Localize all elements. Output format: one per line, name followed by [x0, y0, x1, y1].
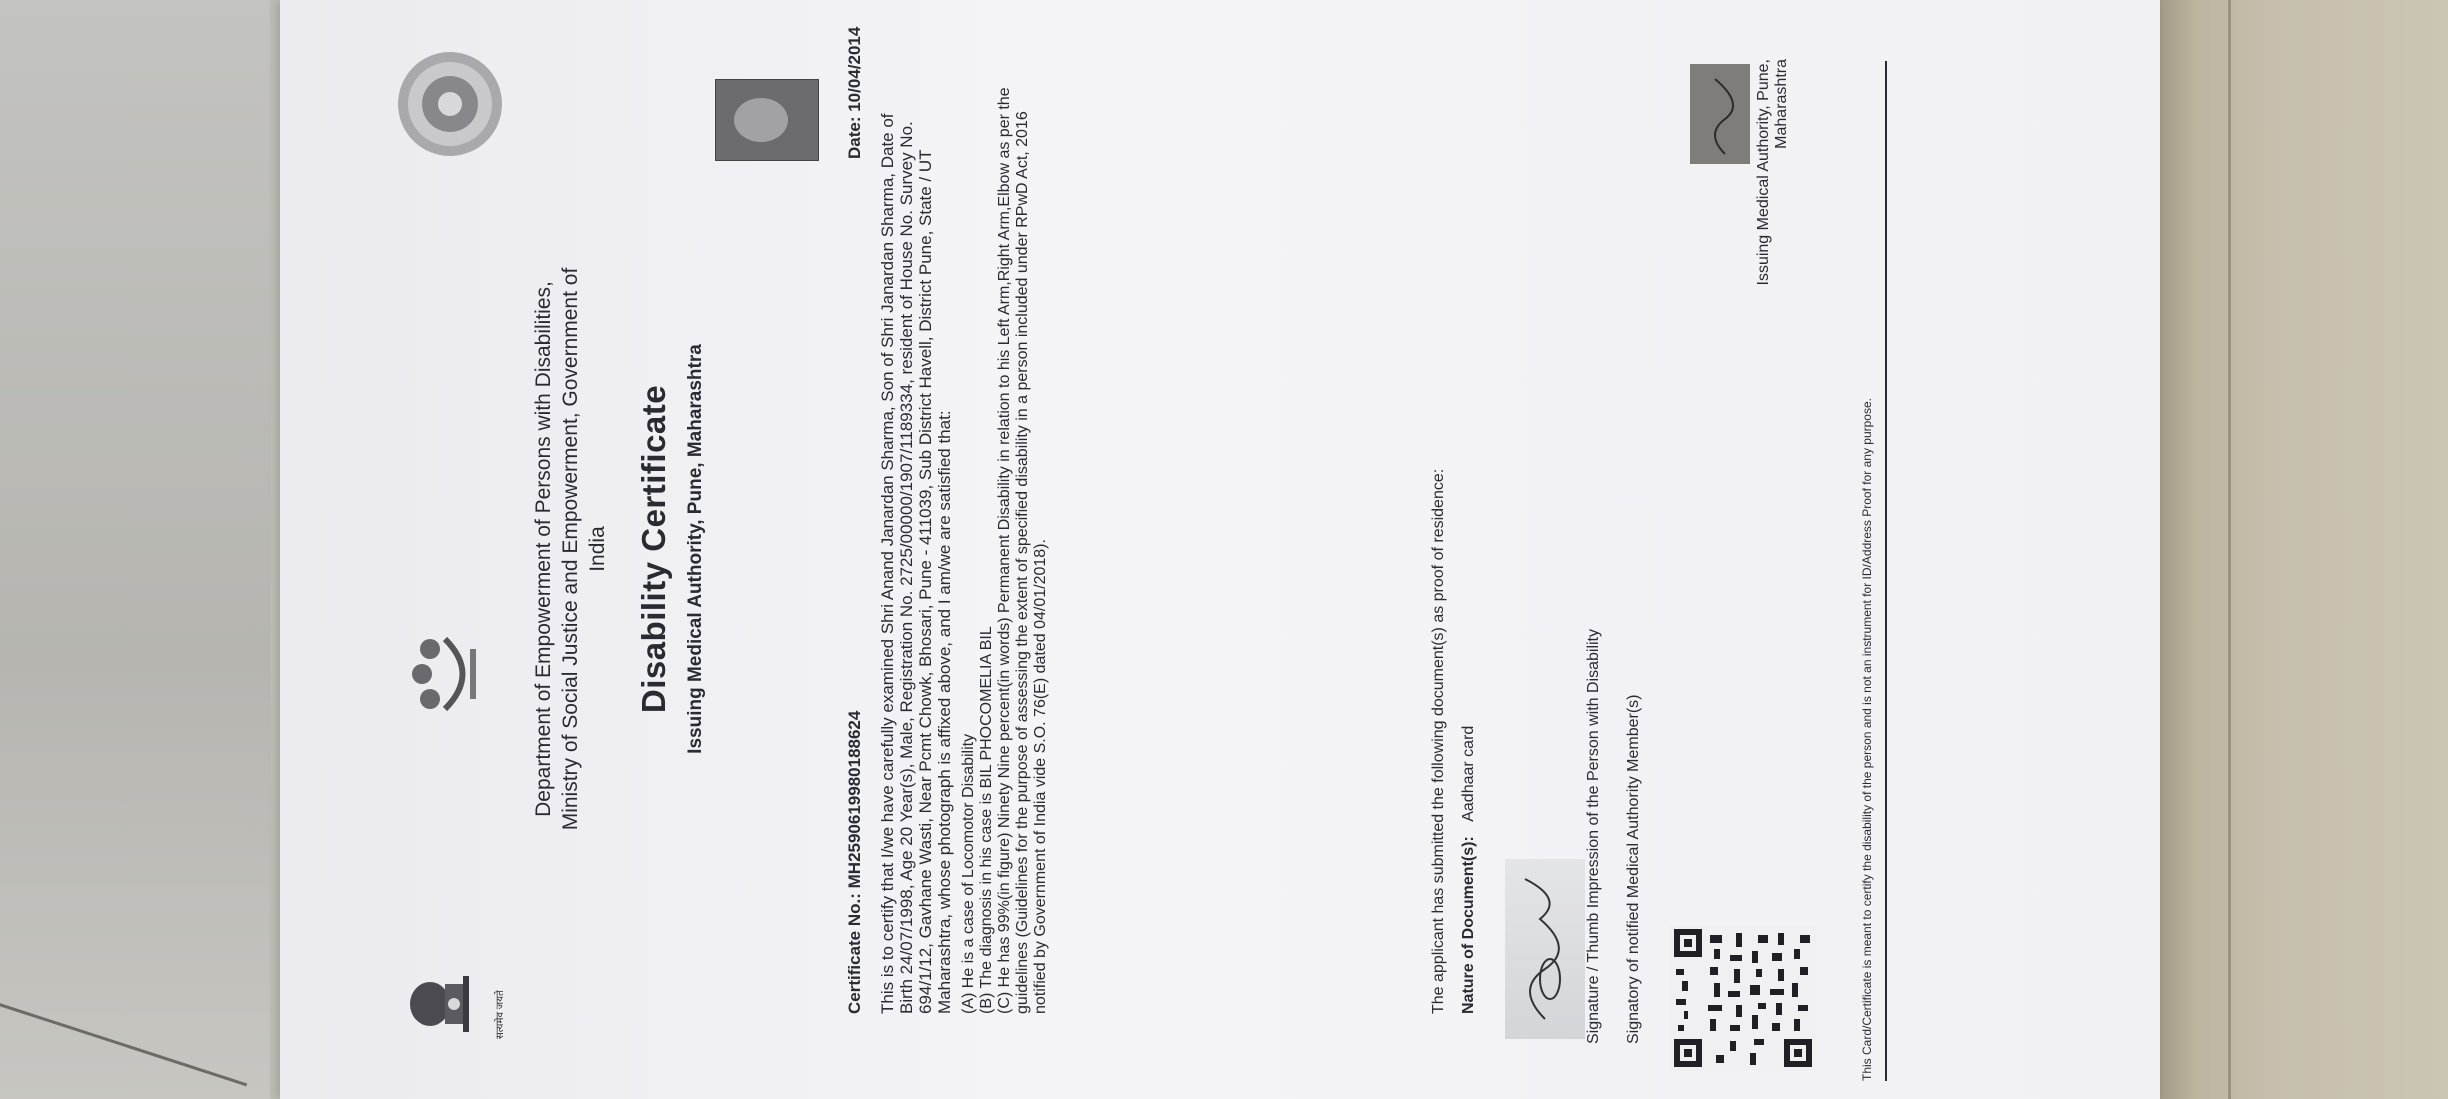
finding-b: (B) The diagnosis in his case is BIL PHOCOMELIA BIL	[978, 626, 995, 1014]
department-heading	[530, 249, 611, 849]
certification-paragraph: This is to certify that I/we have carefully examined Shri Anand Janardan Sharma, Son of Shri Janardan Sharma, Date of Birth 24/07/1998, Age 20 Year(s), Male, Registration No. 2725/00000/1907/1189334, resident of House No. Survey No. 694/1/12, Gavhane Wasti, Near Pcmt Chowk, Bhosari, Pune - 411039, Sub District Havell, District Pune, State / UT Maharashtra, whose photograph is affixed above, and I am/we are satisfied that:	[878, 113, 954, 1014]
floor-background-left	[0, 0, 270, 1099]
nature-value: Aadhaar card	[1460, 725, 1477, 822]
authority-signature-image	[1690, 64, 1750, 164]
certificate-title: Disability Certificate	[635, 384, 672, 714]
notified-authority-label: Signatory of notified Medical Authority Member(s)	[1625, 694, 1642, 1044]
qr-code-icon	[1670, 925, 1816, 1071]
department-line-2: Ministry of Social Justice and Empowerment, Government of India	[559, 267, 609, 831]
nature-of-documents	[1460, 726, 1478, 1014]
findings-list	[960, 79, 1050, 1014]
department-line-1: Department of Empowerment of Persons with Disabilities,	[532, 281, 555, 817]
department-logo-icon	[400, 619, 490, 729]
floor-tile-edge	[2228, 0, 2231, 1099]
certificate-sheet	[280, 0, 2160, 1099]
finding-c: (C) He has 99%(in figure) Ninety Nine percent(in words) Permanent Disability in relation to his Left Arm,Right Arm,Elbow as per the guidelines (Guidelines for the purpose of assessing the extent of specified disability in a person included under RPwD Act, 2016 notified by Government of India vide S.O. 76(E) dated 04/01/2018).	[996, 87, 1049, 1014]
applicant-photo	[715, 79, 819, 161]
applicant-signature-image	[1505, 859, 1585, 1039]
submitted-documents-text: The applicant has submitted the following document(s) as proof of residence:	[1430, 468, 1447, 1014]
certificate-content	[280, 0, 2160, 1099]
nature-label: Nature of Document(s):	[1460, 836, 1477, 1014]
footer-divider	[1885, 61, 1887, 1081]
seal-icon	[395, 49, 505, 159]
footer-disclaimer: This Card/Certificate is meant to certify the disability of the person and is not an instrument for ID/Address Proof for any purpose.	[1860, 398, 1874, 1081]
national-emblem-icon	[400, 964, 490, 1044]
floor-background-right	[2160, 0, 2448, 1099]
finding-a: (A) He is a case of Locomotor Disability	[960, 733, 977, 1014]
issuing-authority-label: Issuing Medical Authority, Pune, Maharashtra	[1755, 59, 1790, 286]
applicant-signature-label: Signature / Thumb Impression of the Person with Disability	[1585, 628, 1602, 1044]
certificate-subtitle: Issuing Medical Authority, Pune, Maharashtra	[685, 344, 706, 754]
certificate-number: Certificate No.: MH2590619980188624	[845, 710, 864, 1014]
emblem-caption: सत्यमेव जयते	[495, 990, 506, 1039]
certificate-date: Date: 10/04/2014	[845, 26, 864, 159]
